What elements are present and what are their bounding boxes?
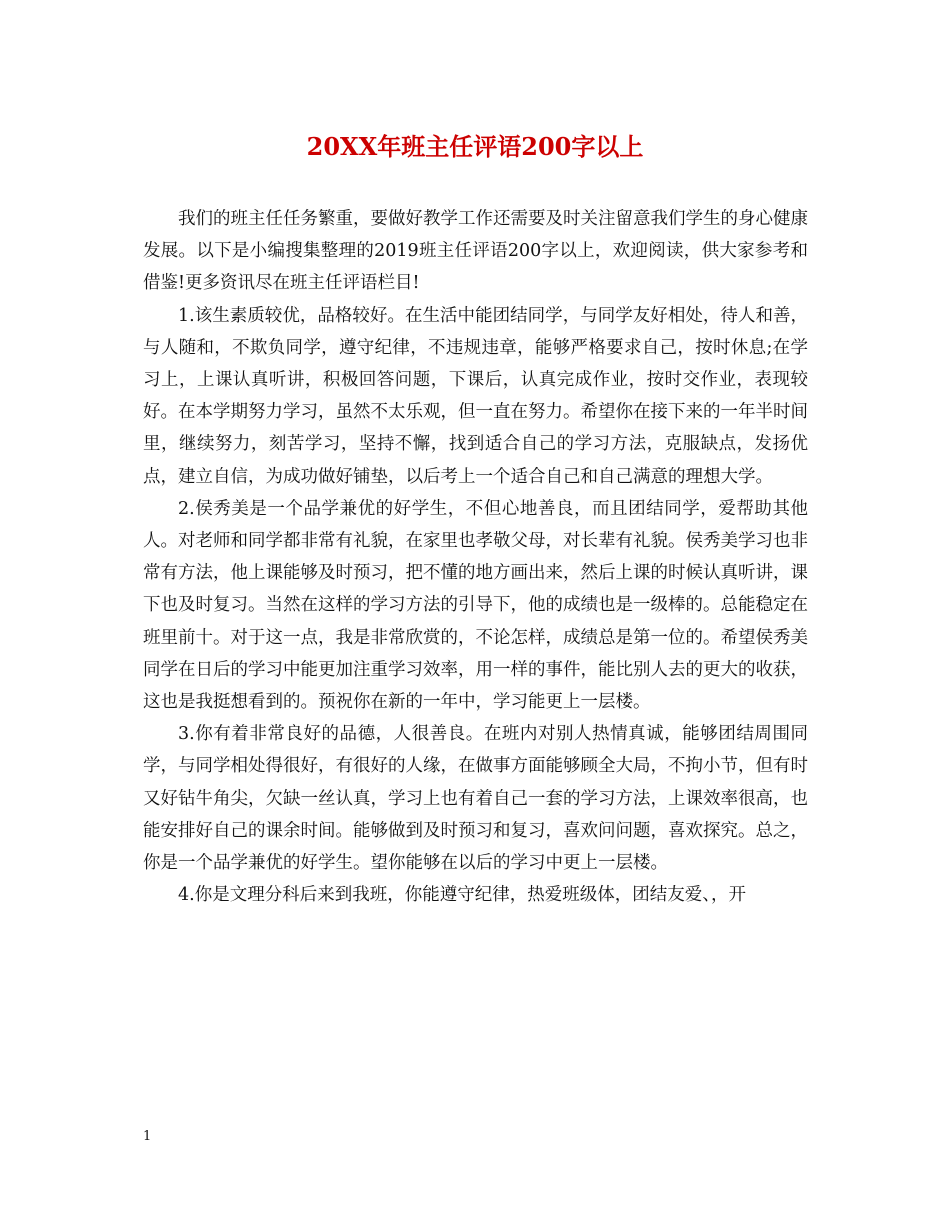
comment-paragraph-3: 3.你有着非常良好的品德，人很善良。在班内对别人热情真诚，能够团结周围同学，与同学相处得很好，有很好的人缘，在做事方面能够顾全大局，不拘小节，但有时又好钻牛角尖，欠缺一丝认真，学习上也有着自己一套的学习方法，上课效率很高，也能安排好自己的课余时间。能够做到及时预习和复习，喜欢问问题，喜欢探究。总之，你是一个品学兼优的好学生。望你能够在以后的学习中更上一层楼。: [143, 724, 808, 874]
comment-paragraph-2: 2.侯秀美是一个品学兼优的好学生，不但心地善良，而且团结同学，爱帮助其他人。对老师和同学都非常有礼貌，在家里也孝敬父母，对长辈有礼貌。侯秀美学习也非常有方法，他上课能够及时预习，把不懂的地方画出来，然后上课的时候认真听讲，课下也及时复习。当然在这样的学习方法的引导下，他的成绩也是一级棒的。总能稳定在班里前十。对于这一点，我是非常欣赏的，不论怎样，成绩总是第一位的。希望侯秀美同学在日后的学习中能更加注重学习效率，用一样的事件，能比别人去的更大的收获，这也是我挺想看到的。预祝你在新的一年中，学习能更上一层楼。: [143, 498, 808, 713]
intro-paragraph: 我们的班主任任务繁重，要做好教学工作还需要及时关注留意我们学生的身心健康发展。以下是小编搜集整理的2019班主任评语200字以上，欢迎阅读，供大家参考和借鉴!更多资讯尽在班主任评语栏目!: [143, 209, 808, 294]
document-title: 20XX年班主任评语200字以上: [306, 132, 644, 161]
page-number: 1: [143, 1129, 152, 1144]
document-body: [143, 203, 808, 911]
comment-paragraph-1: 1.该生素质较优，品格较好。在生活中能团结同学，与同学友好相处，待人和善，与人随和，不欺负同学，遵守纪律，不违规违章，能够严格要求自己，按时休息;在学习上，上课认真听讲，积极回答问题，下课后，认真完成作业，按时交作业，表现较好。在本学期努力学习，虽然不太乐观，但一直在努力。希望你在接下来的一年半时间里，继续努力，刻苦学习，坚持不懈，找到适合自己的学习方法，克服缺点，发扬优点，建立自信，为成功做好铺垫，以后考上一个适合自己和自己满意的理想大学。: [143, 305, 808, 487]
comment-paragraph-4: 4.你是文理分科后来到我班，你能遵守纪律，热爱班级体，团结友爱、，开: [178, 885, 746, 906]
